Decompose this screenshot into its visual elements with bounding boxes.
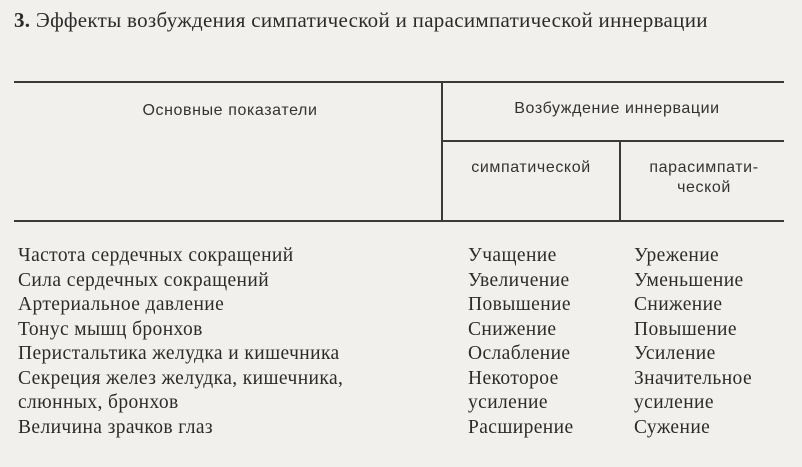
indicator-cell: слюнных, бронхов [18,392,179,413]
parasympathetic-cell: Снижение [634,294,723,315]
table-row [0,367,802,392]
header-sympathetic: симпатической [471,159,591,176]
table-row [0,416,802,441]
indicator-cell: Сила сердечных сокращений [18,269,270,291]
page-title [14,8,774,33]
table-row [0,318,802,343]
table-row [0,244,802,269]
parasympathetic-cell: Урежение [634,245,720,266]
indicator-cell: Частота сердечных сокращений [18,245,294,266]
parasympathetic-cell: Уменьшение [634,269,744,291]
sympathetic-cell: усиление [468,392,548,413]
parasympathetic-cell: Сужение [634,416,711,438]
parasympathetic-cell: Значительное [634,367,753,389]
indicator-cell: Перистальтика желудка и кишечника [18,343,340,364]
indicator-cell: Секреция желез желудка, кишечника, [18,367,344,389]
indicator-cell: Артериальное давление [18,294,225,315]
parasympathetic-cell: Усиление [634,343,716,364]
header-group-rule [442,140,784,142]
parasympathetic-cell: Повышение [634,318,737,340]
column-divider-sub [619,141,621,220]
title-text: Эффекты возбуждения симпатической и парасимпатической иннервации [35,8,708,32]
table-row [0,269,802,294]
header-parasympathetic-line2: ческой [677,179,731,196]
header-parasympathetic-line1: парасимпати- [649,159,759,176]
header-parasympathetic [624,158,784,198]
sympathetic-cell: Учащение [468,245,557,266]
header-innervation-group: Возбуждение иннервации [514,100,720,117]
table-row [0,293,802,318]
column-divider-main [441,82,443,220]
header-main-indicators: Основные показатели [142,102,318,119]
header-bottom-rule [14,220,784,222]
sympathetic-cell: Снижение [468,318,557,340]
table-row [0,391,802,416]
sympathetic-cell: Ослабление [468,343,571,364]
sympathetic-cell: Увеличение [468,269,570,291]
table-row [0,342,802,367]
table-body [0,244,802,440]
parasympathetic-cell: усиление [634,392,714,413]
section-number: 3. [14,8,31,32]
indicator-cell: Величина зрачков глаз [18,416,213,438]
sympathetic-cell: Повышение [468,294,571,315]
sympathetic-cell: Расширение [468,416,574,438]
sympathetic-cell: Некоторое [468,367,559,389]
indicator-cell: Тонус мышц бронхов [18,318,203,340]
table-top-rule [14,81,784,83]
